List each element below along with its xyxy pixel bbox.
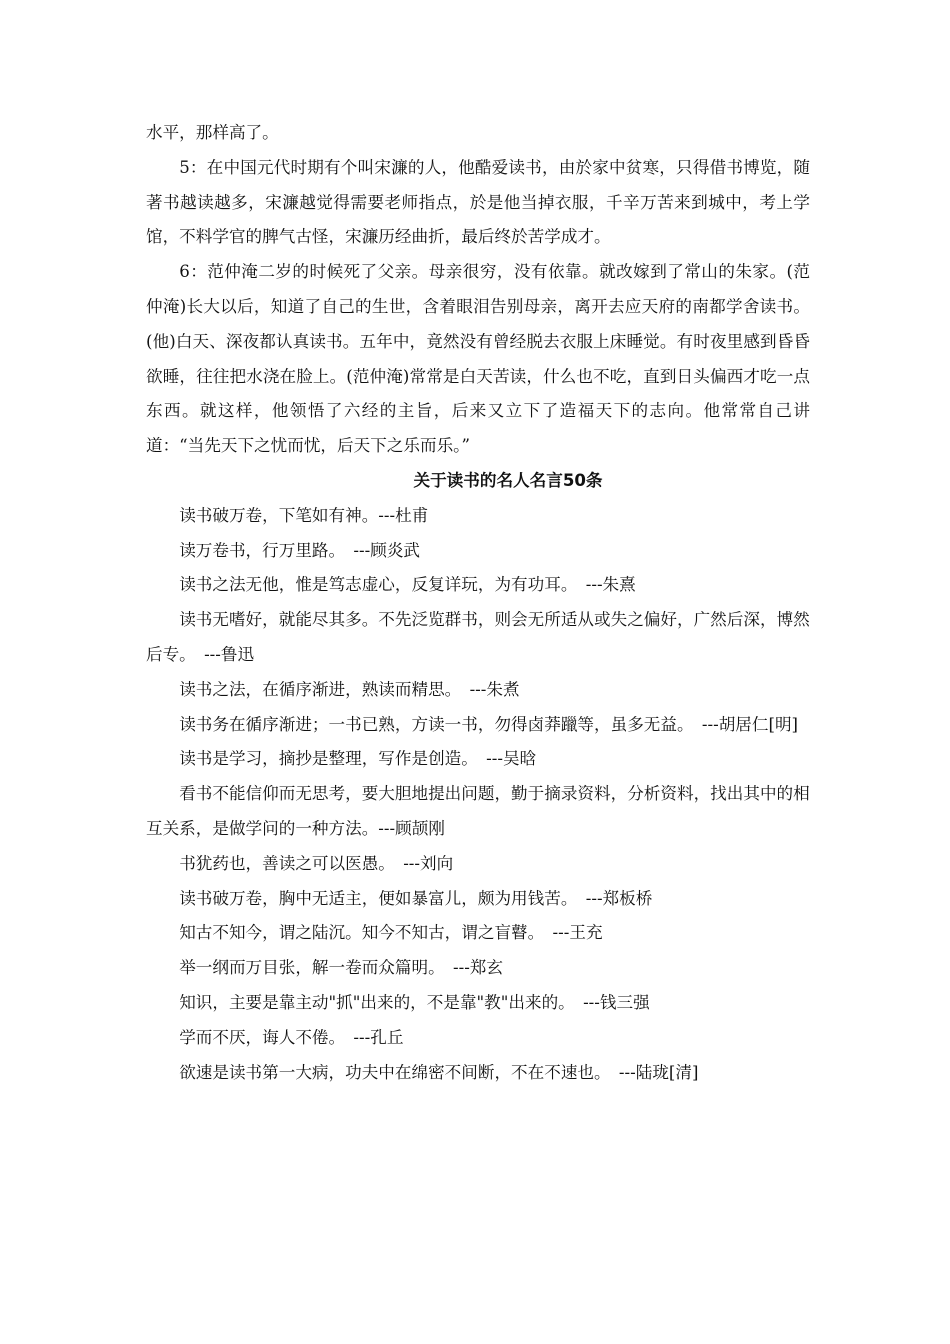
quote-item: 欲速是读书第一大病，功夫中在绵密不间断，不在不速也。 ---陆珑[清]	[179, 1062, 699, 1082]
quote-item: 知识，主要是靠主动"抓"出来的，不是靠"教"出来的。 ---钱三强	[179, 992, 650, 1012]
quote-item: 看书不能信仰而无思考，要大胆地提出问题，勤于摘录资料，分析资料，找出其中的相互关系，是做学问的一种方法。---顾颉刚	[146, 784, 810, 838]
quote-item: 学而不厌，诲人不倦。 ---孔丘	[179, 1027, 404, 1047]
quote-item: 举一纲而万目张，解一卷而众篇明。 ---郑玄	[179, 958, 503, 978]
quote-item: 读万卷书，行万里路。 ---顾炎武	[179, 540, 421, 560]
story-paragraph-5: 5：在中国元代时期有个叫宋濂的人，他酷爱读书，由於家中贫寒，只得借书博览，随著书越读越多，宋濂越觉得需要老师指点，於是他当掉衣服，千辛万苦来到城中，考上学馆，不料学官的脾气古怪，宋濂历经曲折，最后终於苦学成才。	[146, 157, 810, 247]
document-page	[146, 116, 810, 1090]
quote-item: 书犹药也，善读之可以医愚。 ---刘向	[179, 853, 454, 873]
quote-item: 读书破万卷，下笔如有神。---杜甫	[179, 505, 429, 525]
quote-item: 读书之法，在循序渐进，熟读而精思。 ---朱煮	[179, 679, 520, 699]
quote-item: 知古不知今，谓之陆沉。知今不知古，谓之盲瞽。 ---王充	[179, 923, 603, 943]
quote-item: 读书务在循序渐进；一书已熟，方读一书，勿得卤莽躐等，虽多无益。 ---胡居仁[明]	[179, 714, 799, 734]
intro-line: 水平，那样高了。	[146, 123, 279, 142]
story-paragraph-6: 6：范仲淹二岁的时候死了父亲。母亲很穷，没有依靠。就改嫁到了常山的朱家。(范仲淹)长大以后，知道了自己的生世，含着眼泪告别母亲，离开去应天府的南都学舍读书。(他)白天、深夜都认真读书。五年中，竟然没有曾经脱去衣服上床睡觉。有时夜里感到昏昏欲睡，往往把水浇在脸上。(范仲淹)常常是白天苦读，什么也不吃，直到日头偏西才吃一点东西。就这样，他领悟了六经的主旨，后来又立下了造福天下的志向。他常常自己讲道：“当先天下之忧而忧，后天下之乐而乐。”	[146, 262, 810, 456]
quote-item: 读书是学习，摘抄是整理，写作是创造。 ---吴晗	[179, 749, 537, 769]
quote-item: 读书之法无他，惟是笃志虚心，反复详玩，为有功耳。 ---朱熹	[179, 575, 636, 595]
section-title: 关于读书的名人名言50条	[413, 470, 603, 490]
quote-item: 读书无嗜好，就能尽其多。不先泛览群书，则会无所适从或失之偏好，广然后深，博然后专。 ---鲁迅	[146, 610, 810, 664]
quote-item: 读书破万卷，胸中无适主，便如暴富儿，颇为用钱苦。 ---郑板桥	[179, 888, 653, 908]
